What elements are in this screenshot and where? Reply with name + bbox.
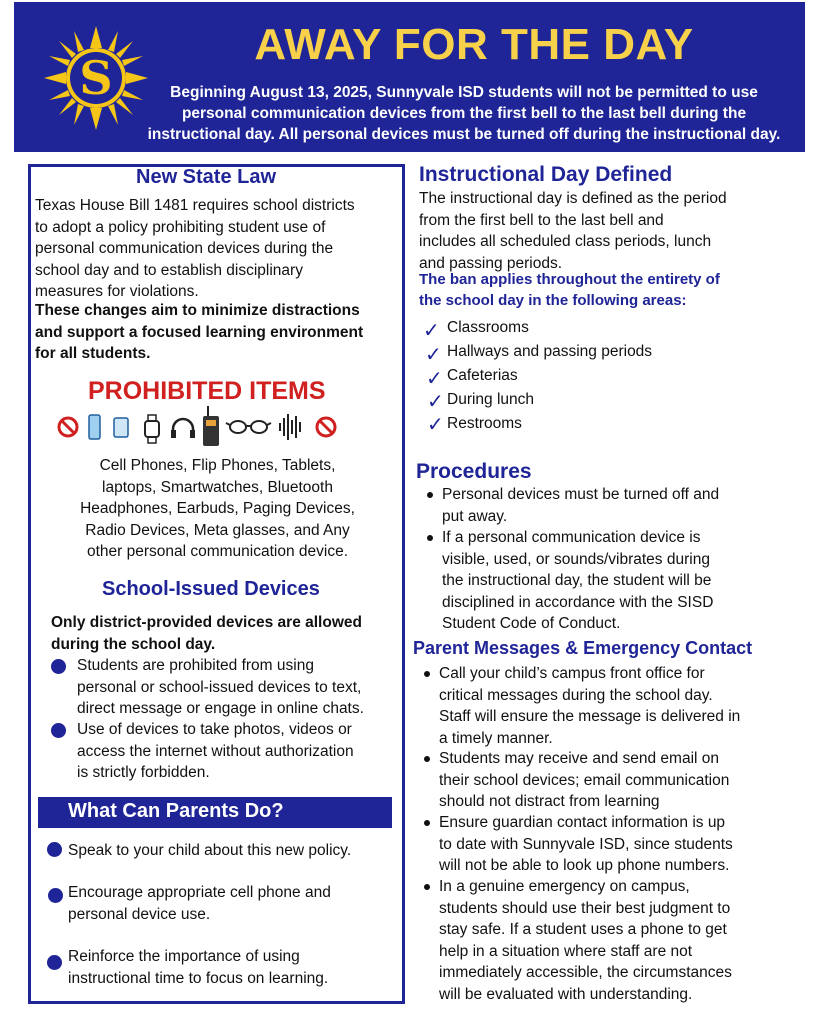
text-line: disciplined in accordance with the SISD bbox=[442, 593, 714, 611]
text-line: Staff will ensure the message is delivered in bbox=[439, 708, 741, 725]
no-symbol-icon bbox=[59, 418, 77, 436]
parents-item bbox=[68, 946, 398, 989]
parent-messages-bullet bbox=[439, 748, 809, 813]
text-line: and passing periods. bbox=[419, 254, 563, 272]
text-line: is strictly forbidden. bbox=[77, 764, 210, 781]
prohibited-list bbox=[35, 455, 400, 563]
text-line: critical messages during the school day. bbox=[439, 686, 713, 704]
text-line: Texas House Bill 1481 requires school districts bbox=[35, 197, 355, 214]
text-line: school day and to establish disciplinary bbox=[35, 261, 303, 279]
header-banner bbox=[14, 2, 805, 152]
page-title: AWAY FOR THE DAY bbox=[254, 20, 694, 69]
text-line: Headphones, Earbuds, Paging Devices, bbox=[80, 500, 355, 517]
parents-item bbox=[68, 882, 398, 925]
state-law-text bbox=[35, 195, 400, 303]
school-devices-bullet bbox=[77, 719, 397, 784]
bullet-icon bbox=[424, 820, 430, 826]
text-line: stay safe. If a student uses a phone to get bbox=[439, 921, 727, 938]
area-item: Hallways and passing periods bbox=[447, 343, 653, 360]
text-line: during the school day. bbox=[51, 635, 216, 653]
text-line: personal communication devices during the bbox=[35, 240, 334, 257]
text-line: Call your child’s campus front office for bbox=[439, 665, 705, 682]
text-line: put away. bbox=[442, 507, 508, 525]
header-subtitle bbox=[124, 82, 804, 145]
area-item: During lunch bbox=[447, 391, 535, 408]
text-line: Students may receive and send email on bbox=[439, 750, 720, 767]
instructional-day-text bbox=[419, 188, 809, 274]
text-line: their school devices; email communication bbox=[439, 771, 730, 789]
text-line: Cell Phones, Flip Phones, Tablets, bbox=[99, 457, 336, 474]
text-line: and support a focused learning environment bbox=[35, 323, 364, 341]
text-line: immediately accessible, the circumstances bbox=[439, 964, 732, 981]
text-line: students should use their best judgment to bbox=[439, 899, 731, 917]
parent-messages-heading: Parent Messages & Emergency Contact bbox=[413, 638, 753, 658]
checkmark-icon: ✓ bbox=[427, 391, 444, 413]
text-line: laptops, Smartwatches, Bluetooth bbox=[102, 478, 333, 496]
text-line: access the internet without authorization bbox=[77, 742, 354, 760]
cell-phone-icon bbox=[89, 415, 100, 439]
bullet-icon bbox=[427, 535, 433, 541]
text-line: instructional time to focus on learning. bbox=[68, 969, 329, 987]
bullet-icon bbox=[424, 884, 430, 890]
bullet-icon bbox=[47, 842, 62, 857]
smartwatch-icon bbox=[145, 415, 159, 443]
radio-icon bbox=[203, 406, 219, 446]
no-symbol-icon bbox=[317, 418, 335, 436]
text-line: The instructional day is defined as the period bbox=[419, 190, 727, 207]
text-line: visible, used, or sounds/vibrates during bbox=[442, 550, 710, 568]
parents-heading: What Can Parents Do? bbox=[68, 800, 284, 822]
state-law-emphasis bbox=[35, 300, 400, 365]
text-line: Speak to your child about this new policy. bbox=[68, 842, 352, 859]
text-line: personal or school-issued devices to text, bbox=[77, 678, 362, 696]
glasses-icon bbox=[226, 421, 271, 433]
audio-wave-icon bbox=[280, 414, 300, 440]
bullet-icon bbox=[47, 955, 62, 970]
svg-text:S: S bbox=[79, 51, 113, 105]
area-item: Cafeterias bbox=[447, 367, 518, 384]
school-devices-heading: School-Issued Devices bbox=[102, 578, 320, 600]
text-line: Ensure guardian contact information is up bbox=[439, 814, 726, 831]
parent-messages-bullet bbox=[439, 812, 809, 877]
text-line: a timely manner. bbox=[439, 729, 553, 747]
text-line: from the first bell to the last bell and bbox=[419, 211, 664, 229]
checkmark-icon: ✓ bbox=[423, 320, 440, 342]
procedures-heading: Procedures bbox=[416, 460, 532, 483]
text-line: Personal devices must be turned off and bbox=[442, 486, 720, 503]
school-devices-bullet bbox=[77, 655, 397, 720]
text-line: to date with Sunnyvale ISD, since students bbox=[439, 835, 733, 853]
text-line: measures for violations. bbox=[35, 283, 199, 300]
area-item: Classrooms bbox=[447, 319, 529, 336]
text-line: Reinforce the importance of using bbox=[68, 948, 300, 965]
text-line: The ban applies throughout the entirety of bbox=[419, 271, 720, 288]
text-line: Encourage appropriate cell phone and bbox=[68, 884, 331, 901]
text-line: help in a situation where staff are not bbox=[439, 942, 693, 960]
bullet-icon bbox=[51, 659, 66, 674]
procedures-bullet bbox=[442, 527, 802, 635]
text-line: These changes aim to minimize distractions bbox=[35, 302, 360, 319]
bullet-icon bbox=[424, 756, 430, 762]
subtitle-line: instructional day. All personal devices must be turned off during the instructional day. bbox=[147, 126, 781, 143]
procedures-bullet bbox=[442, 484, 802, 527]
state-law-heading: New State Law bbox=[136, 166, 277, 188]
text-line: the school day in the following areas: bbox=[419, 292, 687, 309]
text-line: Only district-provided devices are allowed bbox=[51, 614, 362, 631]
text-line: includes all scheduled class periods, lunch bbox=[419, 233, 712, 250]
text-line: other personal communication device. bbox=[86, 543, 349, 560]
parent-messages-bullet bbox=[439, 876, 809, 1005]
school-devices-intro bbox=[51, 612, 396, 655]
prohibited-heading: PROHIBITED ITEMS bbox=[88, 377, 326, 405]
parent-messages-bullet bbox=[439, 663, 809, 749]
text-line: the instructional day, the student will be bbox=[442, 572, 712, 589]
subtitle-line: personal communication devices from the first bell to the last bell during the bbox=[181, 105, 747, 122]
text-line: to adopt a policy prohibiting student use of bbox=[35, 218, 326, 236]
parents-heading-bar bbox=[38, 797, 392, 828]
subtitle-line: Beginning August 13, 2025, Sunnyvale ISD students will not be permitted to use bbox=[170, 84, 758, 101]
text-line: direct message or engage in online chats. bbox=[77, 700, 364, 717]
text-line: should not distract from learning bbox=[439, 793, 660, 810]
text-line: will be evaluated with understanding. bbox=[439, 985, 693, 1003]
text-line: personal device use. bbox=[68, 905, 211, 923]
checkmark-icon: ✓ bbox=[426, 368, 443, 390]
bullet-icon bbox=[427, 492, 433, 498]
text-line: In a genuine emergency on campus, bbox=[439, 878, 690, 895]
instructional-day-heading: Instructional Day Defined bbox=[419, 163, 673, 186]
bullet-icon bbox=[424, 671, 430, 677]
checkmark-icon: ✓ bbox=[427, 414, 444, 436]
text-line: If a personal communication device is bbox=[442, 529, 701, 546]
text-line: will not be able to look up phone numbers. bbox=[439, 857, 730, 874]
ban-text bbox=[419, 269, 809, 311]
bullet-icon bbox=[51, 723, 66, 738]
text-line: for all students. bbox=[35, 345, 151, 362]
checkmark-icon: ✓ bbox=[425, 344, 442, 366]
area-item: Restrooms bbox=[447, 415, 522, 432]
bullet-icon bbox=[48, 888, 63, 903]
prohibited-icons-row bbox=[52, 404, 352, 448]
tablet-icon bbox=[114, 418, 128, 437]
headphones-icon bbox=[171, 419, 195, 438]
text-line: Radio Devices, Meta glasses, and Any bbox=[85, 521, 350, 539]
text-line: Use of devices to take photos, videos or bbox=[77, 721, 352, 738]
text-line: Students are prohibited from using bbox=[77, 657, 314, 674]
parents-item bbox=[68, 840, 398, 862]
text-line: Student Code of Conduct. bbox=[442, 615, 621, 632]
